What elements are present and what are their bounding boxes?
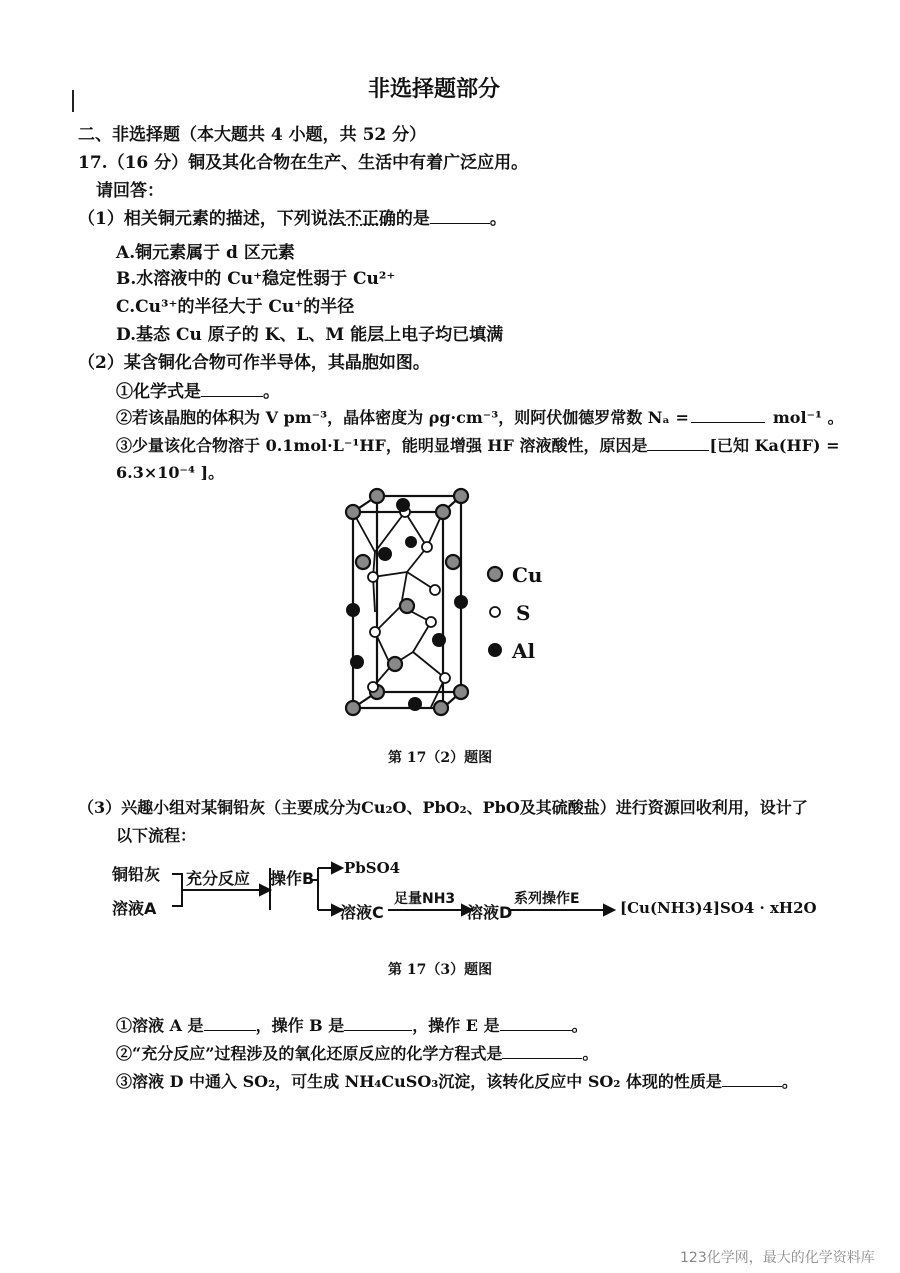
q17-part2-item1: [116, 377, 280, 402]
flow-final-product: [Cu(NH3)4]SO4 · xH2O: [620, 899, 817, 917]
flow-step-operation-b: 操作B: [270, 869, 315, 888]
q17-part3-intro2: 以下流程：: [116, 826, 197, 845]
item3-prefix: ③少量该化合物溶于 0.1mol·L⁻¹HF，能明显增强 HF 溶液酸性，原因是: [116, 436, 648, 455]
legend-s-label: S: [516, 601, 531, 625]
q17-number: 17.: [78, 153, 108, 173]
answer-blank[interactable]: [344, 1016, 412, 1031]
q17-part3-item2: [116, 1041, 598, 1064]
item1-end: 。: [571, 1016, 588, 1035]
part1-end: 。: [489, 209, 507, 229]
legend-cu-label: Cu: [512, 563, 543, 587]
legend-s-marker: [490, 607, 500, 617]
item3-prefix: ③溶液 D 中通入 SO₂，可生成 NH₄CuSO₃沉淀，该转化反应中 SO₂ 体现的性质是: [116, 1072, 722, 1091]
section-heading: 二、非选择题（本大题共 4 小题，共 52 分）: [78, 125, 427, 145]
scan-mark: [72, 90, 74, 112]
q17-stem: [78, 148, 528, 173]
q17-part3-item1: [116, 1013, 588, 1036]
q17-part2-item2: [116, 405, 844, 428]
figure-caption-2: 第 17（2）题图: [388, 750, 493, 766]
option-a: A.铜元素属于 d 区元素: [116, 243, 295, 263]
answer-blank[interactable]: [201, 382, 263, 397]
figure-caption-3: 第 17（3）题图: [388, 962, 493, 978]
watermark: 123化学网，最大的化学资料库: [680, 1250, 875, 1266]
item1-b: ，操作 B 是: [255, 1016, 345, 1035]
answer-blank[interactable]: [430, 209, 490, 224]
item2-unit: mol⁻¹ 。: [772, 408, 844, 427]
answer-blank[interactable]: [204, 1016, 256, 1031]
answer-blank[interactable]: [647, 436, 709, 451]
q17-part2-item3-line2: 6.3×10⁻⁴ ]。: [116, 463, 225, 482]
flow-input-solution-a: 溶液A: [112, 899, 157, 918]
please-answer: 请回答：: [96, 181, 164, 201]
flow-input-copper-lead-ash: 铜铅灰: [112, 865, 161, 884]
q17-stem-text: 铜及其化合物在生产、生活中有着广泛应用。: [188, 153, 529, 173]
item3-end: 。: [781, 1072, 798, 1091]
answer-blank[interactable]: [722, 1072, 782, 1087]
flow-step-full-reaction: 充分反应: [186, 869, 251, 888]
part1-prefix: （1）相关铜元素的描述，下列说法: [78, 209, 345, 229]
flow-reagent-nh3: 足量NH3: [394, 891, 456, 907]
item2-end: 。: [582, 1044, 599, 1063]
q17-part1-stem: [78, 204, 507, 229]
item1-a: ①溶液 A 是: [116, 1016, 204, 1035]
item1-prefix: ①化学式是: [116, 382, 201, 402]
part1-suffix: 的是: [395, 209, 430, 229]
q17-score: （16 分）: [107, 153, 189, 173]
option-b: B.水溶液中的 Cu⁺稳定性弱于 Cu²⁺: [116, 269, 396, 289]
q17-part2-item3: [116, 433, 839, 456]
option-c: C.Cu³⁺的半径大于 Cu⁺的半径: [116, 297, 355, 317]
item2-prefix: ②“充分反应”过程涉及的氧化还原反应的化学方程式是: [116, 1044, 503, 1063]
option-d: D.基态 Cu 原子的 K、L、M 能层上电子均已填满: [116, 325, 504, 345]
item1-c: ，操作 E 是: [412, 1016, 500, 1035]
answer-blank[interactable]: [500, 1016, 572, 1031]
legend-cu-marker: [488, 567, 502, 581]
flow-solution-c: 溶液C: [340, 903, 384, 922]
legend-al-marker: [488, 643, 502, 657]
item1-end: 。: [263, 382, 280, 402]
answer-blank[interactable]: [691, 408, 765, 423]
q17-part3-intro: （3）兴趣小组对某铜铅灰（主要成分为Cu₂O、PbO₂、PbO及其硫酸盐）进行资源回收利用，设计了: [78, 798, 808, 817]
flow-step-series-e: 系列操作E: [514, 891, 580, 907]
part1-emphasis: 不正确: [344, 209, 396, 229]
q17-part3-item3: [116, 1069, 798, 1092]
flow-product-pbso4: PbSO4: [344, 859, 401, 877]
legend-al-label: Al: [512, 639, 536, 663]
item3-suffix: [已知 Ka(HF) =: [709, 436, 840, 455]
answer-blank[interactable]: [502, 1044, 582, 1059]
item2-prefix: ②若该晶胞的体积为 V pm⁻³，晶体密度为 ρg·cm⁻³，则阿伏伽德罗常数 Nₐ =: [116, 408, 689, 427]
crystal-cell-figure: [335, 482, 575, 722]
flow-solution-d: 溶液D: [467, 903, 513, 922]
q17-part2-intro: （2）某含铜化合物可作半导体，其晶胞如图。: [78, 353, 430, 373]
page-title: 非选择题部分: [368, 76, 501, 102]
